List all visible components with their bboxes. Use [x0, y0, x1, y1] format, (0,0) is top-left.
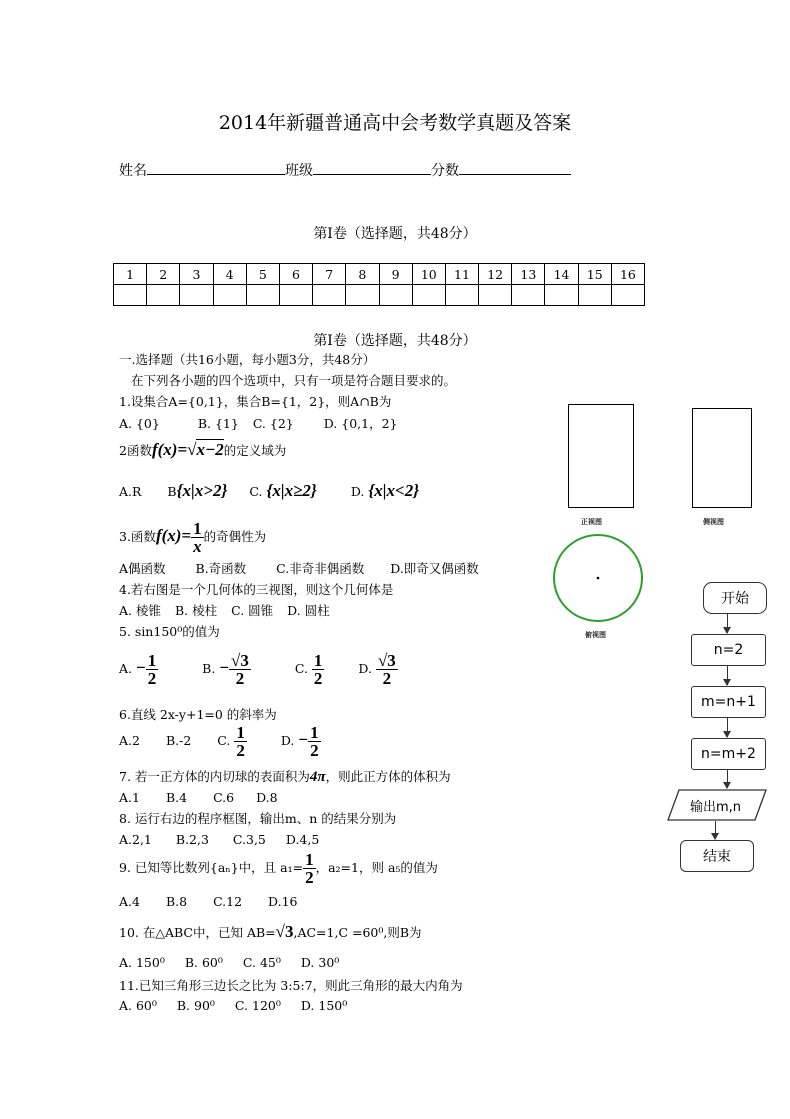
- q5-option-c-num: 1: [313, 651, 323, 670]
- q2-option-b[interactable]: [167, 481, 228, 500]
- q6-option-c-num: 1: [236, 723, 245, 742]
- score-blank[interactable]: [459, 160, 571, 175]
- flowchart-arrow-3: [727, 717, 728, 737]
- q7-options: [119, 790, 278, 805]
- q2-option-c[interactable]: [249, 481, 317, 500]
- answer-table-number-5: 5: [246, 264, 279, 285]
- q5-option-a-den: 2: [147, 669, 157, 688]
- q5-stem: 5. sin150⁰的值为: [119, 624, 220, 639]
- q6-option-c-den: 2: [236, 741, 245, 760]
- q5-option-c[interactable]: [294, 651, 325, 688]
- name-label: 姓名: [119, 163, 147, 179]
- q2-option-a[interactable]: A.R: [119, 484, 142, 499]
- q8-option-a[interactable]: A.2,1: [119, 832, 152, 847]
- answer-table-number-12: 12: [479, 264, 512, 285]
- class-blank[interactable]: [313, 160, 431, 175]
- answer-table-number-14: 14: [545, 264, 578, 285]
- answer-cell-5[interactable]: [246, 285, 279, 306]
- page-title: 2014年新疆普通高中会考数学真题及答案: [218, 112, 572, 134]
- q4-option-c[interactable]: C. 圆锥: [231, 603, 274, 618]
- answer-cell-9[interactable]: [379, 285, 412, 306]
- flowchart-step-n2: n=2: [691, 634, 766, 666]
- q1-stem: 1.设集合A={0,1}，集合B={1，2}，则A∩B为: [119, 394, 392, 409]
- top-view-circle: [551, 533, 647, 625]
- q7-option-d[interactable]: D.8: [256, 790, 278, 805]
- side-view-rect: [692, 408, 752, 508]
- answer-table-number-7: 7: [313, 264, 346, 285]
- answer-table-number-3: 3: [180, 264, 213, 285]
- answer-table-number-16: 16: [611, 264, 644, 285]
- answer-cell-15[interactable]: [578, 285, 611, 306]
- q7-math: 4π: [309, 769, 326, 785]
- q7-suffix: ，则此正方体的体积为: [325, 769, 451, 784]
- q8-option-b[interactable]: B.2,3: [175, 832, 209, 847]
- q5-options: [119, 652, 398, 687]
- answer-table-number-2: 2: [147, 264, 180, 285]
- q10-suffix: ,AC=1,C =60⁰,则B为: [293, 925, 422, 940]
- answer-table-number-6: 6: [279, 264, 312, 285]
- q2-prefix: 2函数: [119, 443, 152, 458]
- q6-option-d[interactable]: [280, 723, 321, 760]
- q5-option-a-frac: [146, 652, 159, 687]
- q10-option-c[interactable]: C. 45⁰: [242, 955, 281, 970]
- answer-cell-7[interactable]: [313, 285, 346, 306]
- flowchart-step-n: n=m+2: [691, 738, 766, 770]
- answer-cell-11[interactable]: [445, 285, 478, 306]
- q5-option-d-label: D.: [358, 661, 372, 676]
- q10-stem: [119, 922, 422, 942]
- flowchart-arrow-4: [727, 769, 728, 788]
- student-info-line: [119, 160, 571, 180]
- q9-option-a[interactable]: A.4: [119, 894, 140, 909]
- q8-option-c[interactable]: C.3,5: [232, 832, 266, 847]
- q1-option-b[interactable]: B. {1}: [197, 416, 239, 431]
- q5-option-d[interactable]: [358, 651, 397, 688]
- answer-table-number-10: 10: [412, 264, 445, 285]
- flowchart-arrow-1: [727, 613, 728, 633]
- q4-stem: 4.若右图是一个几何体的三视图，则这个几何体是: [119, 582, 394, 597]
- q11-option-a[interactable]: A. 60⁰: [119, 998, 157, 1013]
- answer-cell-4[interactable]: [213, 285, 246, 306]
- flowchart-arrow-5: [715, 821, 716, 839]
- q4-option-d[interactable]: D. 圆柱: [287, 603, 330, 618]
- q3-numerator: 1: [193, 519, 202, 538]
- section-header: 第Ⅰ卷（选择题，共48分）: [313, 226, 477, 242]
- flowchart-step-m: m=n+1: [691, 686, 766, 718]
- q6-option-b[interactable]: B.-2: [165, 733, 192, 748]
- q9-numerator: 1: [305, 850, 314, 869]
- q11-option-d[interactable]: D. 150⁰: [300, 998, 348, 1013]
- q5-option-d-den: 2: [382, 669, 392, 688]
- q5-option-b-num: √3: [231, 651, 249, 670]
- q9-fraction: [303, 851, 316, 886]
- answer-cell-14[interactable]: [545, 285, 578, 306]
- q2-function: f(x)=: [151, 440, 188, 459]
- answer-table-number-15: 15: [578, 264, 611, 285]
- q4-option-a[interactable]: A. 棱锥: [119, 603, 161, 618]
- q8-option-d[interactable]: D.4,5: [285, 832, 320, 847]
- q7-stem-text: 7. 若一正方体的内切球的表面积为: [119, 769, 310, 784]
- answer-cell-1[interactable]: [114, 285, 147, 306]
- answer-cell-3[interactable]: [180, 285, 213, 306]
- q3-prefix: 3.函数: [119, 529, 156, 544]
- q2-option-d-label: D.: [350, 484, 365, 499]
- class-label: 班级: [285, 163, 313, 179]
- section-header-2: 第Ⅰ卷（选择题，共48分）: [313, 333, 477, 349]
- q6-option-d-label: D.: [280, 733, 295, 748]
- side-view-label: 侧视图: [703, 518, 724, 526]
- answer-table-input-row: [114, 285, 645, 306]
- q8-stem: 8. 运行右边的程序框图，输出m、n 的结果分别为: [119, 811, 397, 826]
- instruction-text: 在下列各小题的四个选项中，只有一项是符合题目要求的。: [131, 373, 457, 388]
- q5-option-a-sign: −: [136, 658, 146, 677]
- answer-cell-8[interactable]: [346, 285, 379, 306]
- q11-option-c[interactable]: C. 120⁰: [234, 998, 281, 1013]
- q6-option-d-num: 1: [310, 723, 319, 742]
- q5-option-a-label: A.: [119, 661, 133, 676]
- q9-options: [119, 894, 298, 909]
- q6-stem: 6.直线 2x-y+1=0 的斜率为: [119, 707, 277, 722]
- answer-table-header-row: [114, 264, 645, 285]
- name-blank[interactable]: [147, 160, 285, 175]
- q4-option-b[interactable]: B. 棱柱: [174, 603, 218, 618]
- q5-option-d-frac: [376, 652, 398, 687]
- q3-option-a[interactable]: A偶函数: [119, 561, 166, 576]
- q10-math: √3: [275, 922, 294, 941]
- q3-stem: [119, 520, 266, 555]
- q1-options: [119, 414, 398, 432]
- q7-option-c[interactable]: C.6: [213, 790, 235, 805]
- q10-stem-text: 10. 在△ABC中，已知 AB=: [119, 925, 276, 940]
- q10-option-d[interactable]: D. 30⁰: [300, 955, 340, 970]
- q3-function: f(x)=: [155, 526, 192, 545]
- front-view-rect: [568, 404, 634, 508]
- q7-option-a[interactable]: A.1: [119, 790, 140, 805]
- q6-option-d-frac: [308, 724, 321, 759]
- q5-option-a-num: 1: [147, 651, 157, 670]
- q2-option-c-math: {x|x≥2}: [266, 481, 317, 500]
- q5-option-c-label: C.: [294, 661, 308, 676]
- q9-stem: [119, 851, 438, 886]
- q7-option-b[interactable]: B.4: [165, 790, 188, 805]
- q2-sqrt: √x−2: [187, 440, 224, 459]
- answer-table-number-11: 11: [445, 264, 478, 285]
- q6-option-c-label: C.: [217, 733, 231, 748]
- q1-option-a[interactable]: A. {0}: [119, 416, 160, 431]
- answer-table-number-13: 13: [512, 264, 545, 285]
- q3-options: [119, 559, 479, 577]
- score-label: 分数: [431, 163, 459, 179]
- q2-suffix: 的定义域为: [223, 443, 287, 458]
- answer-cell-16[interactable]: [611, 285, 644, 306]
- q2-option-d-math: {x|x<2}: [368, 481, 420, 500]
- part-heading: 一.选择题（共16小题，每小题3分，共48分）: [119, 352, 376, 367]
- q5-option-c-den: 2: [313, 669, 323, 688]
- top-view-label: 俯视图: [585, 631, 606, 639]
- flowchart-output: 输出m,n: [690, 800, 742, 815]
- q5-option-b-sign: −: [219, 658, 230, 677]
- q1-option-d[interactable]: D. {0,1，2}: [323, 416, 398, 431]
- q5-option-d-num: √3: [377, 651, 396, 670]
- q5-option-b-den: 2: [235, 669, 245, 688]
- q6-option-d-sign: −: [298, 730, 309, 749]
- q5-option-b-label: B.: [202, 661, 216, 676]
- q2-options: [119, 481, 419, 501]
- q11-option-b[interactable]: B. 90⁰: [176, 998, 215, 1013]
- flowchart-end: 结束: [680, 840, 754, 872]
- q3-option-d[interactable]: D.即奇又偶函数: [390, 561, 479, 576]
- q9-option-d[interactable]: D.16: [268, 894, 298, 909]
- answer-cell-13[interactable]: [512, 285, 545, 306]
- answer-table-number-9: 9: [379, 264, 412, 285]
- q6-option-c[interactable]: [217, 723, 247, 760]
- answer-table-number-4: 4: [213, 264, 246, 285]
- q3-fraction: [191, 520, 204, 555]
- q5-option-b[interactable]: [202, 651, 251, 688]
- front-view-label: 正视图: [581, 518, 602, 526]
- q3-option-b[interactable]: B.奇函数: [195, 561, 247, 576]
- answer-table-number-8: 8: [346, 264, 379, 285]
- q1-option-c[interactable]: C. {2}: [252, 416, 294, 431]
- answer-cell-12[interactable]: [479, 285, 512, 306]
- q4-options: [119, 601, 330, 619]
- answer-table: [113, 263, 645, 306]
- q2-option-b-label: B: [167, 484, 177, 499]
- q9-option-c[interactable]: C.12: [213, 894, 243, 909]
- answer-table-number-1: 1: [114, 264, 147, 285]
- q5-option-b-frac: [229, 652, 251, 687]
- q5-option-a[interactable]: [119, 651, 158, 688]
- q9-option-b[interactable]: B.8: [165, 894, 188, 909]
- q10-option-b[interactable]: B. 60⁰: [184, 955, 223, 970]
- q2-option-c-label: C.: [249, 484, 263, 499]
- q3-option-c[interactable]: C.非奇非偶函数: [276, 561, 365, 576]
- q6-options: [119, 724, 321, 759]
- q2-option-d[interactable]: [350, 481, 420, 500]
- answer-cell-2[interactable]: [147, 285, 180, 306]
- q2-option-b-math: {x|x>2}: [176, 481, 228, 500]
- q11-options: [119, 998, 347, 1013]
- q10-options: [119, 955, 339, 970]
- q9-stem-text: 9. 已知等比数列{aₙ}中，且 a₁=: [119, 860, 304, 875]
- q7-stem: [119, 767, 451, 786]
- q9-denominator: 2: [305, 868, 314, 887]
- q3-suffix: 的奇偶性为: [203, 529, 267, 544]
- q2-stem: [119, 440, 286, 460]
- q6-option-a[interactable]: A.2: [119, 733, 140, 748]
- q6-option-d-den: 2: [310, 741, 319, 760]
- q9-suffix: ，a₂=1，则 a₅的值为: [315, 860, 438, 875]
- q3-denominator: x: [193, 537, 202, 556]
- answer-cell-10[interactable]: [412, 285, 445, 306]
- q8-options: [119, 832, 319, 847]
- flowchart-start: 开始: [703, 582, 767, 614]
- answer-cell-6[interactable]: [279, 285, 312, 306]
- q6-option-c-frac: [234, 724, 247, 759]
- q5-option-c-frac: [312, 652, 325, 687]
- flowchart-arrow-2: [727, 665, 728, 685]
- q2-radicand: x−2: [196, 440, 224, 459]
- q11-stem: 11.已知三角形三边长之比为 3:5:7，则此三角形的最大内角为: [119, 978, 463, 993]
- q10-option-a[interactable]: A. 150⁰: [119, 955, 165, 970]
